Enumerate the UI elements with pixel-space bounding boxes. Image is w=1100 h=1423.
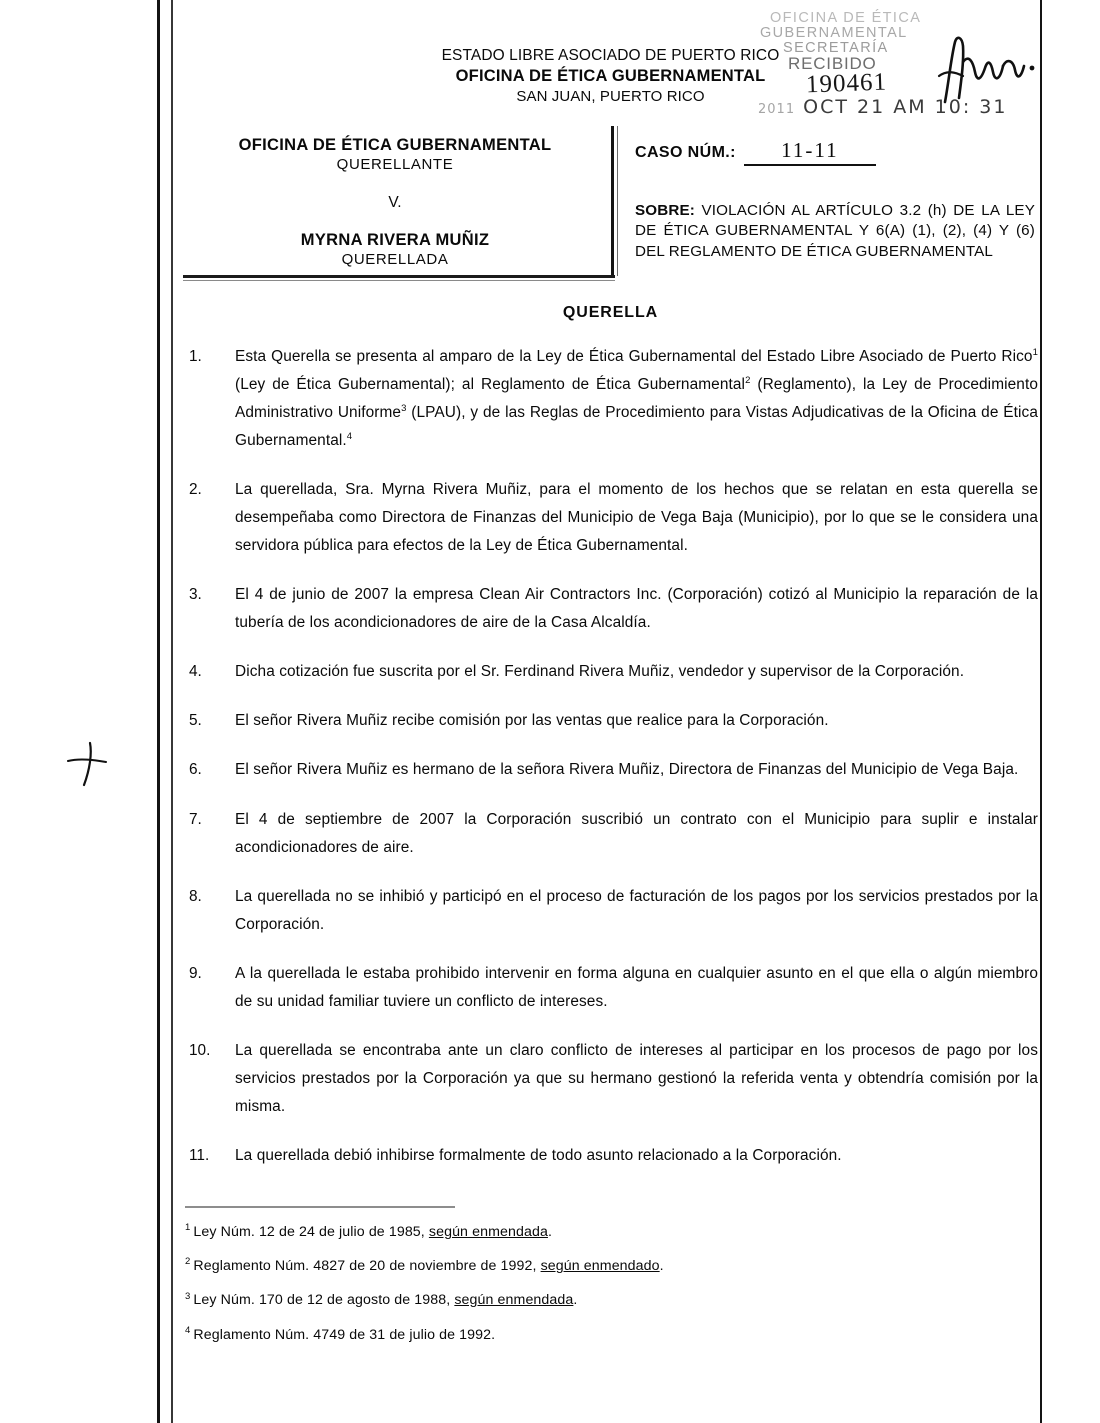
numbered-paragraph [183, 707, 1038, 735]
defendant-name: MYRNA RIVERA MUÑIZ [300, 231, 490, 250]
paragraph-number: 2. [189, 481, 202, 499]
stamp-year-faint: 2011 [758, 102, 796, 117]
paragraph-number: 1. [189, 348, 202, 366]
letterhead [183, 0, 1038, 106]
stamp-handwritten-number: 190461 [805, 68, 888, 99]
numbered-paragraph [183, 756, 1038, 784]
paragraph-number: 4. [189, 663, 202, 681]
stamp-time-value: AM 10: 31 [893, 96, 1008, 118]
paragraph-number: 3. [189, 586, 202, 604]
case-caption [183, 128, 1038, 280]
paragraph-number: 6. [189, 761, 202, 779]
footnote-section [183, 1206, 1038, 1345]
paragraph-text: El señor Rivera Muñiz recibe comisión por las ventas que realice para la Corporación. [235, 712, 829, 730]
paragraph-number: 5. [189, 712, 202, 730]
footnote-item: $^3$ Ley Núm. 170 de 12 de agosto de 1988, según enmendada. [185, 1290, 578, 1309]
scan-edge-line-right [1040, 0, 1042, 1423]
subject-label: SOBRE: [635, 202, 695, 220]
paragraph-text: El 4 de septiembre de 2007 la Corporación suscribió un contrato con el Municipio para suplir e instalar acondicionadores de aire. [235, 810, 1038, 856]
scan-edge-line-left-inner [171, 0, 173, 1423]
paragraph-number: 10. [189, 1041, 211, 1059]
case-number-label: CASO NÚM.: [635, 144, 736, 162]
stamp-recibido-label: RECIBIDO [788, 54, 877, 73]
footnote-marker: 2 [185, 1256, 191, 1268]
caption-case-info [635, 128, 1035, 262]
paragraph-number: 7. [189, 810, 202, 828]
numbered-paragraph [183, 343, 1038, 455]
footnote-marker: 4 [185, 1324, 191, 1336]
stamp-date-value: OCT 21 [803, 96, 886, 118]
document-title: QUERELLA [562, 304, 659, 322]
letterhead-line-agency: OFICINA DE ÉTICA GUBERNAMENTAL [455, 66, 766, 85]
paragraph-text: El señor Rivera Muñiz es hermano de la señora Rivera Muñiz, Directora de Finanzas del Municipio de Vega Baja. [235, 761, 1019, 779]
letterhead-line-city: SAN JUAN, PUERTO RICO [516, 87, 705, 105]
paragraph-number: 8. [189, 887, 202, 905]
footnote-item: $^2$ Reglamento Núm. 4827 de 20 de noviembre de 1992, según enmendado. [185, 1256, 664, 1275]
case-number-row [635, 128, 1035, 166]
paragraph-text: Dicha cotización fue suscrita por el Sr. Ferdinand Rivera Muñiz, vendedor y supervisor de la Corporación. [235, 663, 965, 681]
paragraph-text: La querellada se encontraba ante un claro conflicto de intereses al participar en los procesos de pago por los servicios prestados por la Corporación ya que su hermano gestionó la referida venta y obtendría comisión por la misma. [235, 1041, 1038, 1115]
page-content [183, 0, 1038, 1423]
footnote-marker: 3 [185, 1290, 191, 1302]
numbered-paragraph [183, 1037, 1038, 1121]
footnote-item: $^1$ Ley Núm. 12 de 24 de julio de 1985, según enmendada. [185, 1222, 552, 1240]
defendant-role: QUERELLADA [341, 251, 449, 269]
caption-vertical-divider [611, 126, 614, 276]
numbered-paragraph [183, 883, 1038, 939]
paragraph-text: A la querellada le estaba prohibido intervenir en forma alguna en cualquier asunto en el que ella o algún miembro de su unidad familiar tuviere un conflicto de intereses. [235, 964, 1038, 1010]
numbered-paragraph [183, 1142, 1038, 1170]
plaintiff-role: QUERELLANTE [336, 156, 454, 174]
paragraph-text: Esta Querella se presenta al amparo de la Ley de Ética Gubernamental del Estado Libre Asociado de Puerto Rico$^1$ (Ley de Ética Gubernamental); al Reglamento de Ética Gubernamental$^2$ (Reglamento), la Ley de Procedimiento Administrativo Uniforme$^3$ (LPAU), y de las Reglas de Procedimiento para Vistas Adjudicativas de la Oficina de Ética Gubernamental.$^4$ [235, 347, 1038, 450]
subject-text: VIOLACIÓN AL ARTÍCULO 3.2 (h) DE LA LEY DE ÉTICA GUBERNAMENTAL Y 6(A) (1), (2), (4) Y (6) DEL REGLAMENTO DE ÉTICA GUBERNAMENTAL [635, 202, 1035, 260]
scan-edge-line-left-outer [157, 0, 160, 1423]
footnote-list [183, 1223, 1038, 1345]
caption-bottom-rule [183, 275, 615, 278]
paragraph-number: 9. [189, 964, 202, 982]
handwritten-margin-check-mark [60, 735, 120, 795]
caption-vertical-divider-secondary [617, 126, 618, 276]
numbered-paragraph [183, 658, 1038, 686]
footnote-separator-rule [185, 1206, 455, 1208]
stamp-agency-line-2: GUBERNAMENTAL [760, 25, 908, 41]
caption-parties [183, 128, 607, 268]
paragraph-text: La querellada, Sra. Myrna Rivera Muñiz, para el momento de los hechos que se relatan en esta querella se desempeñaba como Directora de Finanzas del Municipio de Vega Baja (Municipio), por lo que se le considera una servidora pública para efectos de la Ley de Ética Gubernamental. [235, 481, 1038, 555]
case-number-value: 11-11 [781, 138, 839, 163]
caption-bottom-rule-secondary [183, 280, 615, 281]
numbered-paragraph [183, 476, 1038, 560]
case-number-field [744, 138, 876, 166]
footnote-marker: 1 [185, 1222, 191, 1234]
stamp-agency-line-3: SECRETARÍA [783, 40, 889, 56]
paragraph-text: La querellada no se inhibió y participó en el proceso de facturación de los pagos por los servicios prestados por la Corporación. [235, 887, 1038, 933]
versus-label: V. [388, 194, 402, 212]
paragraph-number: 11. [189, 1146, 210, 1164]
paragraph-text: La querellada debió inhibirse formalmente de todo asunto relacionado a la Corporación. [235, 1146, 842, 1164]
numbered-paragraph [183, 960, 1038, 1016]
plaintiff-name: OFICINA DE ÉTICA GUBERNAMENTAL [238, 136, 552, 155]
numbered-paragraph-list [183, 343, 1038, 1170]
letterhead-line-jurisdiction: ESTADO LIBRE ASOCIADO DE PUERTO RICO [441, 47, 780, 64]
paragraph-text: El 4 de junio de 2007 la empresa Clean Air Contractors Inc. (Corporación) cotizó al Municipio la reparación de la tubería de los acondicionadores de aire de la Casa Alcaldía. [235, 586, 1038, 632]
subject-block [635, 201, 1035, 262]
numbered-paragraph [183, 806, 1038, 862]
footnote-item: $^4$ Reglamento Núm. 4749 de 31 de julio de 1992. [185, 1324, 496, 1343]
numbered-paragraph [183, 581, 1038, 637]
stamp-agency-line-1: OFICINA DE ÉTICA [770, 10, 922, 26]
